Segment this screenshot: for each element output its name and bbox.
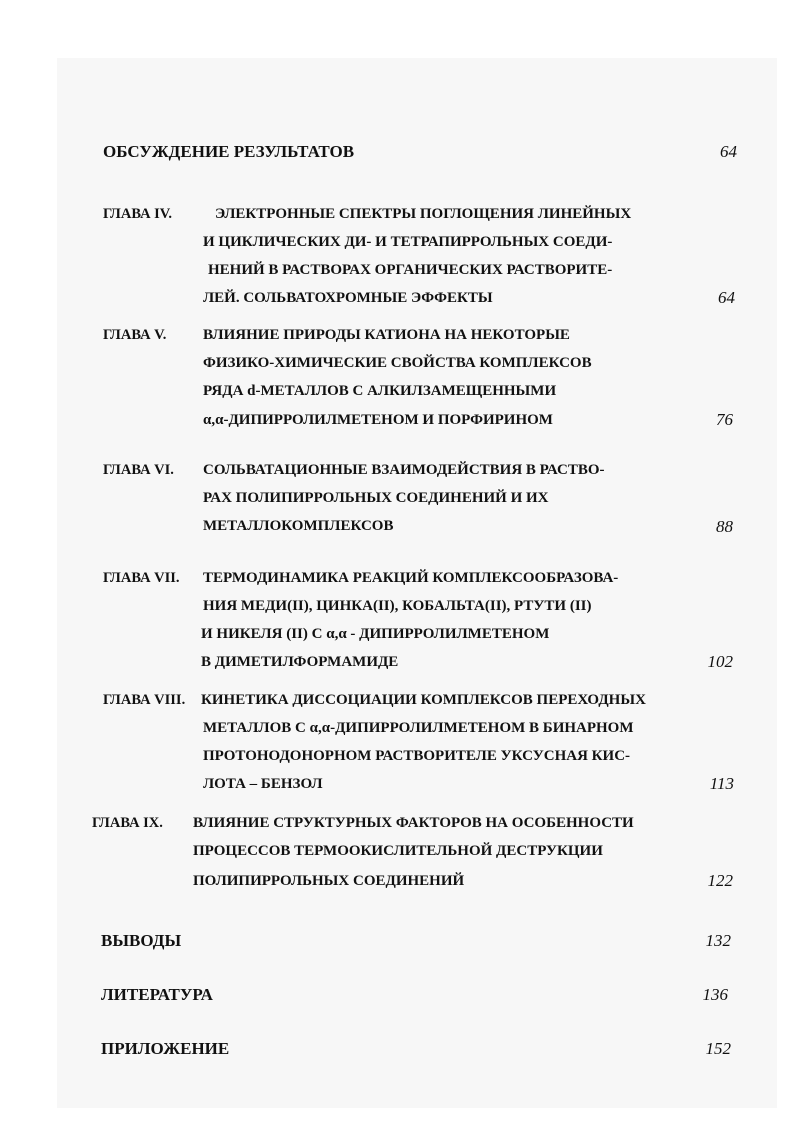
toc-chapter-8-line-1: КИНЕТИКА ДИССОЦИАЦИИ КОМПЛЕКСОВ ПЕРЕХОДНЫХ (201, 692, 646, 708)
toc-heading-discussion: ОБСУЖДЕНИЕ РЕЗУЛЬТАТОВ (103, 142, 355, 161)
toc-heading-conclusions: ВЫВОДЫ (101, 931, 182, 950)
toc-heading-appendix: ПРИЛОЖЕНИЕ (101, 1039, 230, 1058)
toc-chapter-8-line-4: ЛОТА – БЕНЗОЛ (203, 776, 323, 792)
toc-chapter-5-line-3: РЯДА d-МЕТАЛЛОВ С АЛКИЛЗАМЕЩЕННЫМИ (203, 383, 557, 399)
toc-page-discussion: 64 (720, 142, 737, 161)
toc-page-chapter-8: 113 (709, 774, 734, 793)
toc-chapter-5-line-4: α,α-ДИПИРРОЛИЛМЕТЕНОМ И ПОРФИРИНОМ (203, 412, 553, 428)
toc-chapter-label-4: ГЛАВА IV. (103, 206, 173, 222)
toc-chapter-label-9: ГЛАВА IX. (92, 815, 163, 831)
toc-chapter-label-6: ГЛАВА VI. (103, 462, 174, 478)
toc-chapter-6-line-3: МЕТАЛЛОКОМПЛЕКСОВ (203, 518, 394, 534)
toc-chapter-8-line-3: ПРОТОНОДОНОРНОМ РАСТВОРИТЕЛЕ УКСУСНАЯ КИС- (203, 748, 631, 764)
toc-chapter-4-line-4: ЛЕЙ. СОЛЬВАТОХРОМНЫЕ ЭФФЕКТЫ (203, 290, 493, 306)
toc-chapter-5-line-2: ФИЗИКО-ХИМИЧЕСКИЕ СВОЙСТВА КОМПЛЕКСОВ (203, 355, 592, 371)
toc-chapter-9-line-3: ПОЛИПИРРОЛЬНЫХ СОЕДИНЕНИЙ (193, 873, 465, 889)
toc-chapter-6-line-2: РАХ ПОЛИПИРРОЛЬНЫХ СОЕДИНЕНИЙ И ИХ (203, 490, 549, 506)
toc-page-appendix: 152 (705, 1039, 731, 1058)
toc-page-chapter-6: 88 (716, 517, 733, 536)
toc-page-chapter-5: 76 (716, 410, 733, 429)
toc-chapter-7-line-1: ТЕРМОДИНАМИКА РЕАКЦИЙ КОМПЛЕКСООБРАЗОВА- (203, 570, 619, 586)
toc-chapter-6-line-1: СОЛЬВАТАЦИОННЫЕ ВЗАИМОДЕЙСТВИЯ В РАСТВО- (203, 462, 605, 478)
toc-chapter-label-5: ГЛАВА V. (103, 327, 167, 343)
toc-chapter-7-line-3: И НИКЕЛЯ (II) С α,α - ДИПИРРОЛИЛМЕТЕНОМ (201, 626, 550, 642)
toc-chapter-7-line-4: В ДИМЕТИЛФОРМАМИДЕ (201, 654, 399, 670)
toc-heading-literature: ЛИТЕРАТУРА (101, 985, 213, 1004)
toc-page-chapter-9: 122 (707, 871, 733, 890)
toc-chapter-9-line-1: ВЛИЯНИЕ СТРУКТУРНЫХ ФАКТОРОВ НА ОСОБЕННОСТИ (193, 815, 634, 831)
toc-chapter-8-line-2: МЕТАЛЛОВ С α,α-ДИПИРРОЛИЛМЕТЕНОМ В БИНАРНОМ (203, 720, 634, 736)
toc-chapter-4-line-2: И ЦИКЛИЧЕСКИХ ДИ- И ТЕТРАПИРРОЛЬНЫХ СОЕДИ- (203, 234, 613, 250)
toc-page-conclusions: 132 (705, 931, 731, 950)
toc-chapter-9-line-2: ПРОЦЕССОВ ТЕРМООКИСЛИТЕЛЬНОЙ ДЕСТРУКЦИИ (193, 843, 603, 859)
toc-chapter-7-line-2: НИЯ МЕДИ(II), ЦИНКА(II), КОБАЛЬТА(II), РТУТИ (II) (203, 598, 592, 614)
toc-page-literature: 136 (702, 985, 728, 1004)
toc-chapter-label-7: ГЛАВА VII. (103, 570, 180, 586)
toc-page-chapter-4: 64 (718, 288, 735, 307)
toc-chapter-5-line-1: ВЛИЯНИЕ ПРИРОДЫ КАТИОНА НА НЕКОТОРЫЕ (203, 327, 570, 343)
toc-chapter-4-line-1: ЭЛЕКТРОННЫЕ СПЕКТРЫ ПОГЛОЩЕНИЯ ЛИНЕЙНЫХ (215, 206, 632, 222)
toc-chapter-label-8: ГЛАВА VIII. (103, 692, 186, 708)
toc-page-chapter-7: 102 (707, 652, 733, 671)
toc-chapter-4-line-3: НЕНИЙ В РАСТВОРАХ ОРГАНИЧЕСКИХ РАСТВОРИТЕ- (208, 262, 613, 278)
